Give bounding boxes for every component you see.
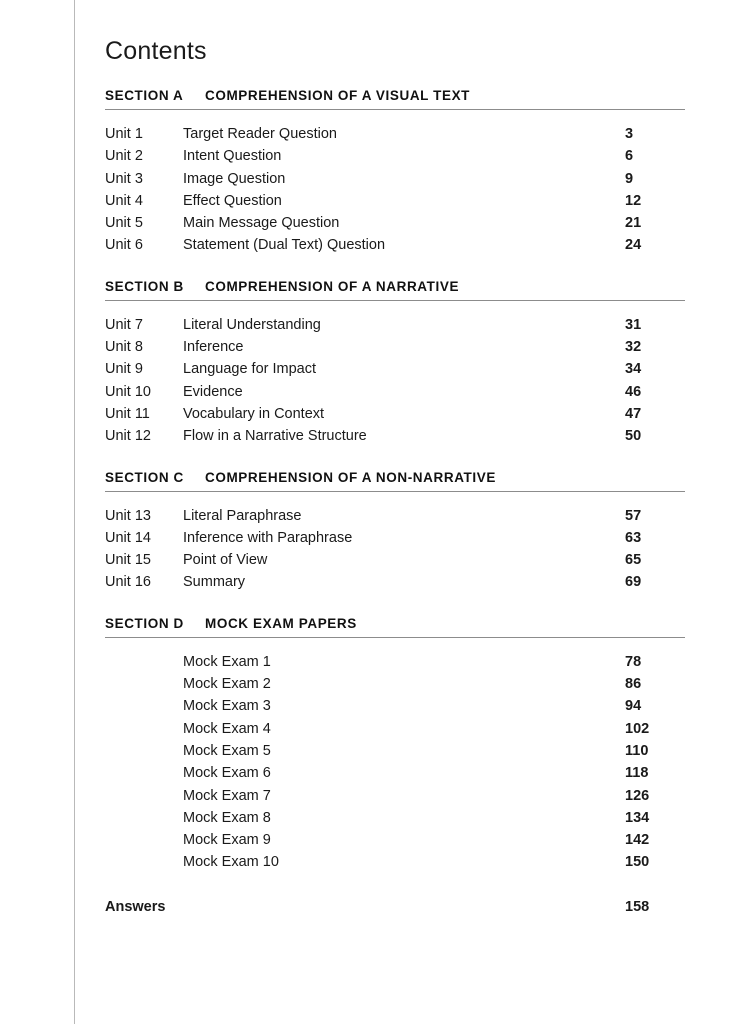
- toc-row[interactable]: [105, 549, 685, 571]
- toc-title: Inference: [183, 339, 244, 356]
- section-c-label: SECTION C: [105, 469, 184, 485]
- toc-page-number: 134: [625, 809, 650, 826]
- toc-unit: Unit 9: [105, 361, 143, 378]
- toc-page-number: 150: [625, 854, 650, 871]
- toc-page-number: 65: [625, 552, 642, 569]
- section-a-title: COMPREHENSION OF A VISUAL TEXT: [205, 88, 471, 103]
- toc-row[interactable]: [105, 190, 685, 212]
- toc-title: Mock Exam 3: [183, 698, 271, 715]
- toc-page-number: 12: [625, 192, 642, 209]
- section-b-title: COMPREHENSION OF A NARRATIVE: [205, 278, 460, 294]
- toc-row[interactable]: [105, 425, 685, 447]
- toc-row[interactable]: [105, 673, 685, 695]
- toc-page-number: 63: [625, 529, 642, 546]
- toc-row[interactable]: [105, 403, 685, 425]
- page-spine-rule: [74, 0, 75, 1024]
- toc-row[interactable]: [105, 829, 685, 851]
- toc-title: Mock Exam 8: [183, 809, 271, 826]
- toc-row[interactable]: [105, 718, 685, 740]
- toc-unit: Unit 6: [105, 237, 143, 254]
- toc-page-number: 3: [625, 126, 634, 142]
- toc-unit: Unit 5: [105, 215, 143, 232]
- toc-page-number: 24: [625, 237, 642, 254]
- toc-row[interactable]: [105, 234, 685, 256]
- section-c-title: COMPREHENSION OF A NON-NARRATIVE: [205, 469, 496, 485]
- section-a-label: SECTION A: [105, 88, 184, 103]
- toc-title: Mock Exam 6: [183, 765, 271, 782]
- toc-title: Mock Exam 10: [183, 854, 279, 871]
- toc-row[interactable]: [105, 336, 685, 358]
- toc-title: Evidence: [183, 383, 243, 400]
- toc-title: Main Message Question: [183, 215, 340, 232]
- toc-row[interactable]: [105, 651, 685, 673]
- toc-page-number: 110: [625, 742, 649, 759]
- toc-page-number: 47: [625, 405, 642, 422]
- toc-unit: Unit 1: [105, 126, 143, 142]
- toc-title: Inference with Paraphrase: [183, 529, 353, 546]
- toc-page-number: 31: [625, 316, 642, 333]
- answers-row[interactable]: [105, 896, 685, 918]
- toc-page-number: 78: [625, 653, 642, 670]
- toc-row[interactable]: [105, 168, 685, 190]
- toc-page-number: 50: [625, 428, 642, 445]
- toc-page-number: 86: [625, 676, 642, 693]
- toc-page-number: 142: [625, 832, 650, 849]
- toc-title: Language for Impact: [183, 361, 317, 378]
- toc-unit: Unit 16: [105, 574, 151, 591]
- toc-title: Literal Paraphrase: [183, 507, 302, 524]
- toc-unit: Unit 3: [105, 170, 143, 187]
- section-d-label: SECTION D: [105, 615, 184, 631]
- toc-page-number: 94: [625, 698, 642, 715]
- toc-title: Flow in a Narrative Structure: [183, 428, 367, 445]
- answers-label: Answers: [105, 898, 166, 915]
- toc-title: Literal Understanding: [183, 316, 321, 333]
- section-b: [105, 279, 685, 448]
- toc-row[interactable]: [105, 785, 685, 807]
- toc-row[interactable]: [105, 740, 685, 762]
- page-title: Contents: [105, 37, 207, 65]
- section-c-rows: [105, 505, 685, 594]
- toc-unit: Unit 8: [105, 339, 143, 356]
- toc-title: Image Question: [183, 170, 286, 187]
- toc-unit: Unit 14: [105, 529, 151, 546]
- toc-title: Mock Exam 9: [183, 832, 271, 849]
- toc-unit: Unit 15: [105, 552, 151, 569]
- section-b-rows: [105, 314, 685, 448]
- toc-title: Point of View: [183, 552, 268, 569]
- toc-page-number: 6: [625, 148, 634, 165]
- section-a-header: [105, 88, 685, 110]
- section-c-header: [105, 470, 685, 492]
- toc-page-number: 32: [625, 339, 642, 356]
- toc-row[interactable]: [105, 505, 685, 527]
- answers-page-number: 158: [625, 898, 650, 915]
- section-a-rows: [105, 123, 685, 257]
- contents-body: [105, 0, 685, 918]
- toc-page-number: 69: [625, 574, 642, 591]
- toc-unit: Unit 4: [105, 192, 143, 209]
- toc-row[interactable]: [105, 762, 685, 784]
- toc-page-number: 21: [625, 215, 642, 232]
- toc-row[interactable]: [105, 381, 685, 403]
- toc-unit: Unit 10: [105, 383, 151, 400]
- toc-row[interactable]: [105, 145, 685, 167]
- toc-title: Mock Exam 2: [183, 676, 271, 693]
- toc-unit: Unit 7: [105, 316, 143, 333]
- toc-title: Mock Exam 7: [183, 787, 271, 804]
- toc-page-number: 46: [625, 383, 642, 400]
- toc-title: Mock Exam 1: [183, 653, 271, 670]
- toc-title: Mock Exam 4: [183, 720, 271, 737]
- section-d-title: MOCK EXAM PAPERS: [205, 615, 357, 631]
- section-a: [105, 88, 685, 257]
- toc-row[interactable]: [105, 851, 685, 873]
- toc-page-number: 9: [625, 170, 634, 187]
- toc-row[interactable]: [105, 571, 685, 593]
- toc-title: Target Reader Question: [183, 126, 337, 142]
- section-d: [105, 616, 685, 874]
- section-b-header: [105, 279, 685, 301]
- toc-row[interactable]: [105, 212, 685, 234]
- toc-row[interactable]: [105, 527, 685, 549]
- toc-title: Effect Question: [183, 192, 282, 209]
- toc-page-number: 126: [625, 787, 650, 804]
- toc-page-number: 118: [625, 765, 649, 782]
- toc-row[interactable]: [105, 695, 685, 717]
- toc-page-number: 102: [625, 720, 650, 737]
- toc-title: Vocabulary in Context: [183, 405, 325, 422]
- toc-title: Intent Question: [183, 148, 282, 165]
- section-c: [105, 470, 685, 594]
- toc-unit: Unit 12: [105, 428, 151, 445]
- toc-page-number: 57: [625, 507, 642, 524]
- toc-row[interactable]: [105, 123, 685, 145]
- toc-row[interactable]: [105, 358, 685, 380]
- toc-title: Summary: [183, 574, 246, 591]
- toc-unit: Unit 11: [105, 405, 150, 422]
- toc-title: Statement (Dual Text) Question: [183, 237, 386, 254]
- toc-row[interactable]: [105, 314, 685, 336]
- toc-title: Mock Exam 5: [183, 742, 271, 759]
- toc-row[interactable]: [105, 807, 685, 829]
- section-b-label: SECTION B: [105, 278, 184, 294]
- toc-page-number: 34: [625, 361, 642, 378]
- section-d-rows: [105, 651, 685, 874]
- toc-unit: Unit 2: [105, 148, 143, 165]
- toc-unit: Unit 13: [105, 507, 151, 524]
- section-d-header: [105, 616, 685, 638]
